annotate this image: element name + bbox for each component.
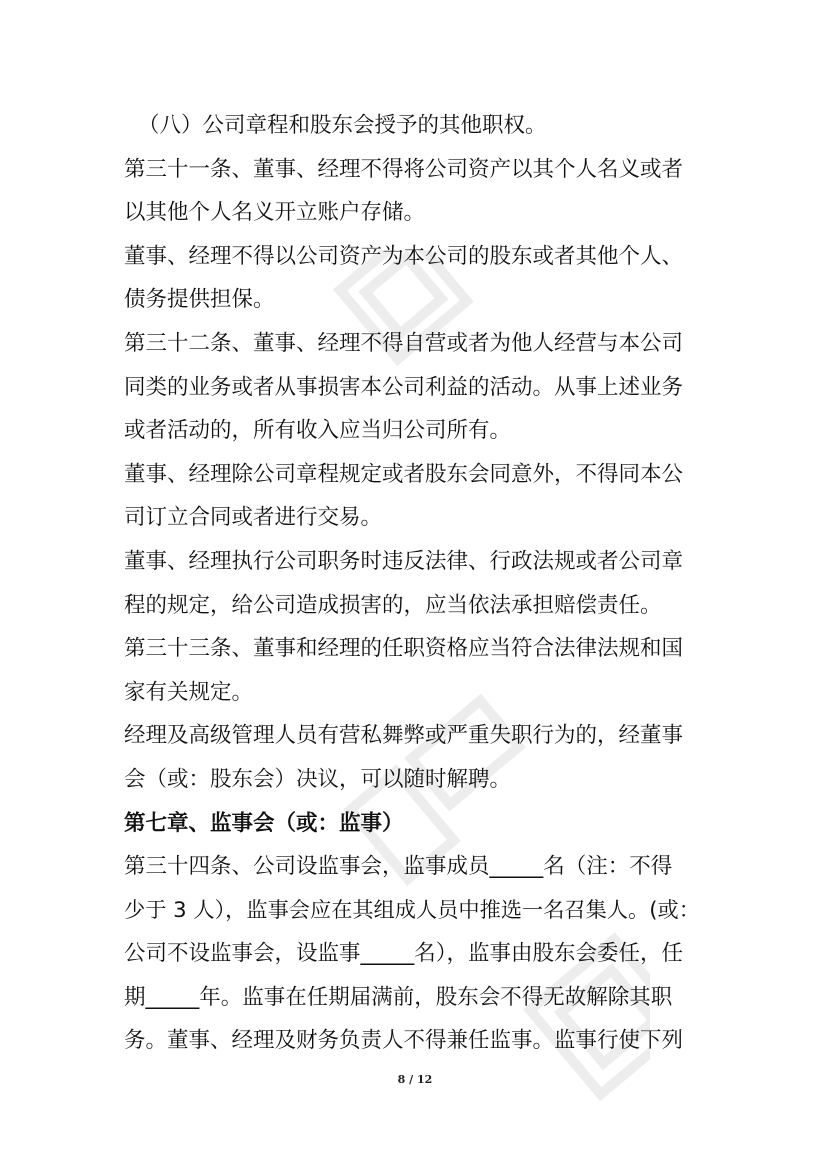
text-line: 司订立合同或者进行交易。 — [124, 505, 383, 531]
text-line: 以其他个人名义开立账户存储。 — [124, 200, 426, 226]
text-line: （八）公司章程和股东会授予的其他职权。 — [138, 113, 547, 138]
text-line: 董事、经理除公司章程规定或者股东会同意外，不得同本公 — [124, 461, 684, 487]
text-line: 同类的业务或者从事损害本公司利益的活动。从事上述业务 — [124, 374, 684, 400]
text-line: 或者活动的，所有收入应当归公司所有。 — [124, 418, 512, 444]
text-line: 少于 3 人），监事会应在其组成人员中推选一名召集人。(或： — [124, 897, 700, 923]
text-line: 债务提供担保。 — [124, 287, 275, 313]
text-line: 程的规定，给公司造成损害的，应当依法承担赔偿责任。 — [124, 592, 662, 618]
text-line: 经理及高级管理人员有营私舞弊或严重失职行为的，经董事 — [124, 723, 684, 749]
page-number: 8 / 12 — [397, 1073, 433, 1086]
text-line: 务。董事、经理及财务负责人不得兼任监事。监事行使下列 — [124, 1028, 684, 1054]
text-line: 第三十二条、董事、经理不得自营或者为他人经营与本公司 — [124, 330, 684, 356]
text-line: 董事、经理执行公司职务时违反法律、行政法规或者公司章 — [124, 548, 684, 574]
text-line: 第三十四条、公司设监事会，监事成员_____名（注：不得 — [124, 854, 673, 880]
text-line: 期_____年。监事在任期届满前，股东会不得无故解除其职 — [124, 984, 673, 1010]
text-line: 第三十三条、董事和经理的任职资格应当符合法律法规和国 — [124, 636, 684, 662]
text-line: 会（或：股东会）决议，可以随时解聘。 — [124, 766, 512, 792]
text-line: 第三十一条、董事、经理不得将公司资产以其个人名义或者 — [124, 156, 684, 182]
text-line: 董事、经理不得以公司资产为本公司的股东或者其他个人、 — [124, 243, 684, 269]
chapter-heading: 第七章、监事会（或：监事） — [124, 810, 404, 836]
document-body — [124, 104, 706, 1063]
text-line: 公司不设监事会，设监事_____名），监事由股东会委任，任 — [124, 941, 684, 967]
text-line: 家有关规定。 — [124, 679, 254, 705]
